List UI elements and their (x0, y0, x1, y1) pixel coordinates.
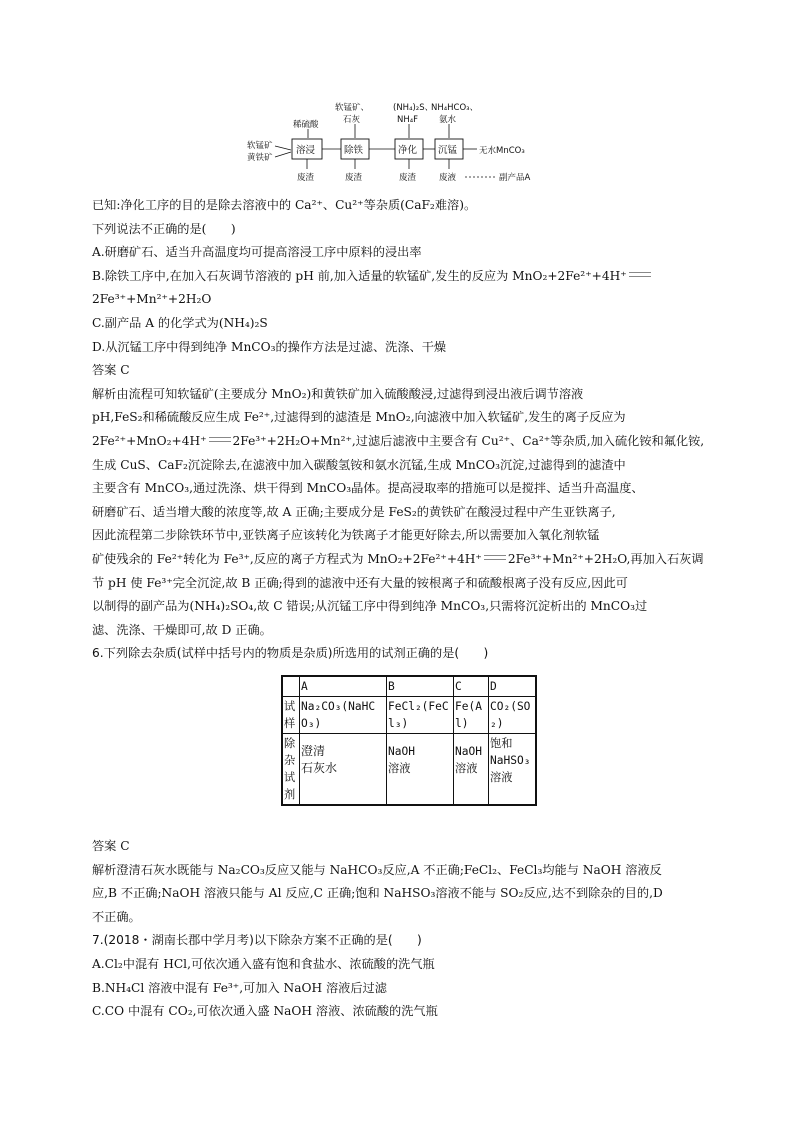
question-6-prompt: 6.下列除去杂质(试样中括号内的物质是杂质)所选用的试剂正确的是( ) (92, 646, 489, 661)
option-b (92, 265, 712, 289)
analysis-line: 解析由流程可知软锰矿(主要成分 MnO₂)和黄铁矿加入硫酸酸浸,过滤得到浸出液后调节溶液 (92, 386, 584, 401)
equals-sign (629, 272, 651, 277)
analysis-line (92, 430, 712, 454)
table-row (282, 676, 536, 697)
analysis-line: pH,FeS₂和稀硫酸反应生成 Fe²⁺,过滤得到的滤渣是 MnO₂,向滤液中加入软锰矿,发生的离子反应为 (92, 410, 626, 425)
answer: 答案 C (92, 839, 130, 853)
waste-label: 废渣 (297, 173, 315, 183)
table-cell: CO₂(SO ₂) (489, 697, 537, 734)
analysis-line: 以制得的副产品为(NH₄)₂SO₄,故 C 错误;从沉锰工序中得到纯净 MnCO₃,只需将沉淀析出的 MnCO₃过 (92, 599, 648, 614)
question-6-answer (92, 835, 712, 1024)
analysis-line: 解析澄清石灰水既能与 Na₂CO₃反应又能与 NaHCO₃反应,A 不正确;FeCl₂、FeCl₃均能与 NaOH 溶液反 (92, 862, 662, 877)
question-7-prompt: 7.(2018・湖南长郡中学月考)以下除杂方案不正确的是( ) (92, 933, 422, 948)
analysis-text: 2Fe²⁺+MnO₂+4H⁺ (92, 433, 207, 448)
option-d: D.从沉锰工序中得到纯净 MnCO₃的操作方法是过滤、洗涤、干燥 (92, 339, 447, 354)
option-b-text: B.除铁工序中,在加入石灰调节溶液的 pH 前,加入适量的软锰矿,发生的反应为 MnO₂+2Fe²⁺+4H⁺ (92, 268, 627, 283)
analysis-text: 2Fe³⁺+Mn²⁺+2H₂O,再加入石灰调 (507, 551, 704, 566)
question-prompt: 下列说法不正确的是( ) (92, 221, 236, 236)
reagent-label: NH₄HCO₃、 (431, 103, 479, 113)
option-b: B.NH₄Cl 溶液中混有 Fe³⁺,可加入 NaOH 溶液后过滤 (92, 980, 387, 995)
waste-label: 废渣 (345, 173, 363, 183)
option-b-cont: 2Fe³⁺+Mn²⁺+2H₂O (92, 292, 212, 307)
byproduct-label: 副产品A (499, 173, 531, 183)
table-header: C (454, 676, 489, 697)
table-cell: 澄清 石灰水 (300, 734, 387, 806)
analysis-line: 研磨矿石、适当增大酸的浓度等,故 A 正确;主要成分是 FeS₂的黄铁矿在酸浸过程中产生亚铁离子, (92, 504, 616, 519)
step-label: 沉锰 (438, 145, 458, 156)
reagent-label: NH₄F (397, 115, 419, 125)
row-label: 试 样 (282, 697, 300, 734)
table-cell: Na₂CO₃(NaHC O₃) (300, 697, 387, 734)
row-label: 除 杂 试 剂 (282, 734, 300, 806)
option-c: C.CO 中混有 CO₂,可依次通入盛 NaOH 溶液、浓硫酸的洗气瓶 (92, 1004, 438, 1019)
table-cell (282, 676, 300, 697)
table-cell: 饱和 NaHSO₃ 溶液 (489, 734, 537, 806)
analysis-line: 应,B 不正确;NaOH 溶液只能与 Al 反应,C 正确;饱和 NaHSO₃溶液不能与 SO₂反应,达不到除杂的目的,D (92, 886, 663, 901)
analysis-line: 滤、洗涤、干燥即可,故 D 正确。 (92, 622, 272, 637)
answer: 答案 C (92, 363, 130, 378)
analysis-line: 生成 CuS、CaF₂沉淀除去,在滤液中加入碳酸氢铵和氨水沉锰,生成 MnCO₃沉淀,过滤得到的滤渣中 (92, 457, 626, 472)
product-label: 无水MnCO₃ (479, 146, 525, 156)
flowchart-svg (245, 100, 545, 185)
step-label: 净化 (398, 145, 418, 156)
equals-sign (209, 437, 231, 442)
analysis-text: 矿使残余的 Fe²⁺转化为 Fe³⁺,反应的离子方程式为 MnO₂+2Fe²⁺+4H⁺ (92, 551, 482, 566)
option-a: A.Cl₂中混有 HCl,可依次通入盛有饱和食盐水、浓硫酸的洗气瓶 (92, 956, 435, 971)
analysis-line: 因此流程第二步除铁环节中,亚铁离子应该转化为铁离子才能更好除去,所以需要加入氧化剂软锰 (92, 528, 600, 543)
equals-sign (484, 555, 506, 560)
reagent-label: 稀硫酸 (293, 120, 319, 130)
option-c: C.副产品 A 的化学式为(NH₄)₂S (92, 315, 268, 330)
input-label: 黄铁矿 (247, 153, 273, 163)
analysis-line: 主要含有 MnCO₃,通过洗涤、烘干得到 MnCO₃晶体。提高浸取率的措施可以是搅拌、适当升高温度、 (92, 481, 644, 496)
table-cell: NaOH 溶液 (454, 734, 489, 806)
reagent-label: 氨水 (439, 115, 457, 125)
table-row (282, 697, 536, 734)
input-label: 软锰矿 (247, 141, 273, 151)
table-header: A (300, 676, 387, 697)
table-cell: NaOH 溶液 (387, 734, 454, 806)
waste-label: 废渣 (399, 173, 417, 183)
reagent-label: 石灰 (343, 115, 361, 125)
analysis-line (92, 548, 712, 572)
analysis-text: 2Fe³⁺+2H₂O+Mn²⁺,过滤后滤液中主要含有 Cu²⁺、Ca²⁺等杂质,加入硫化铵和氟化铵, (232, 433, 705, 448)
known-condition: 已知:净化工序的目的是除去溶液中的 Ca²⁺、Cu²⁺等杂质(CaF₂难溶)。 (92, 198, 477, 212)
options-table (281, 675, 537, 806)
question-5 (92, 194, 712, 666)
table-cell: Fe(A l) (454, 697, 489, 734)
reagent-label: 软锰矿、 (335, 103, 370, 113)
table-cell: FeCl₂(FeC l₃) (387, 697, 454, 734)
reagent-label: (NH₄)₂S、 (393, 103, 434, 113)
table-header: B (387, 676, 454, 697)
analysis-line: 节 pH 使 Fe³⁺完全沉淀,故 B 正确;得到的滤液中还有大量的铵根离子和硫酸根离子没有反应,因此可 (92, 575, 628, 590)
process-flowchart (245, 100, 545, 185)
waste-label: 废液 (439, 173, 457, 183)
table-row (282, 734, 536, 806)
option-a: A.研磨矿石、适当升高温度均可提高溶浸工序中原料的浸出率 (92, 245, 422, 260)
table-header: D (489, 676, 537, 697)
step-label: 除铁 (344, 145, 364, 156)
analysis-line: 不正确。 (92, 909, 141, 924)
step-label: 溶浸 (296, 145, 316, 156)
